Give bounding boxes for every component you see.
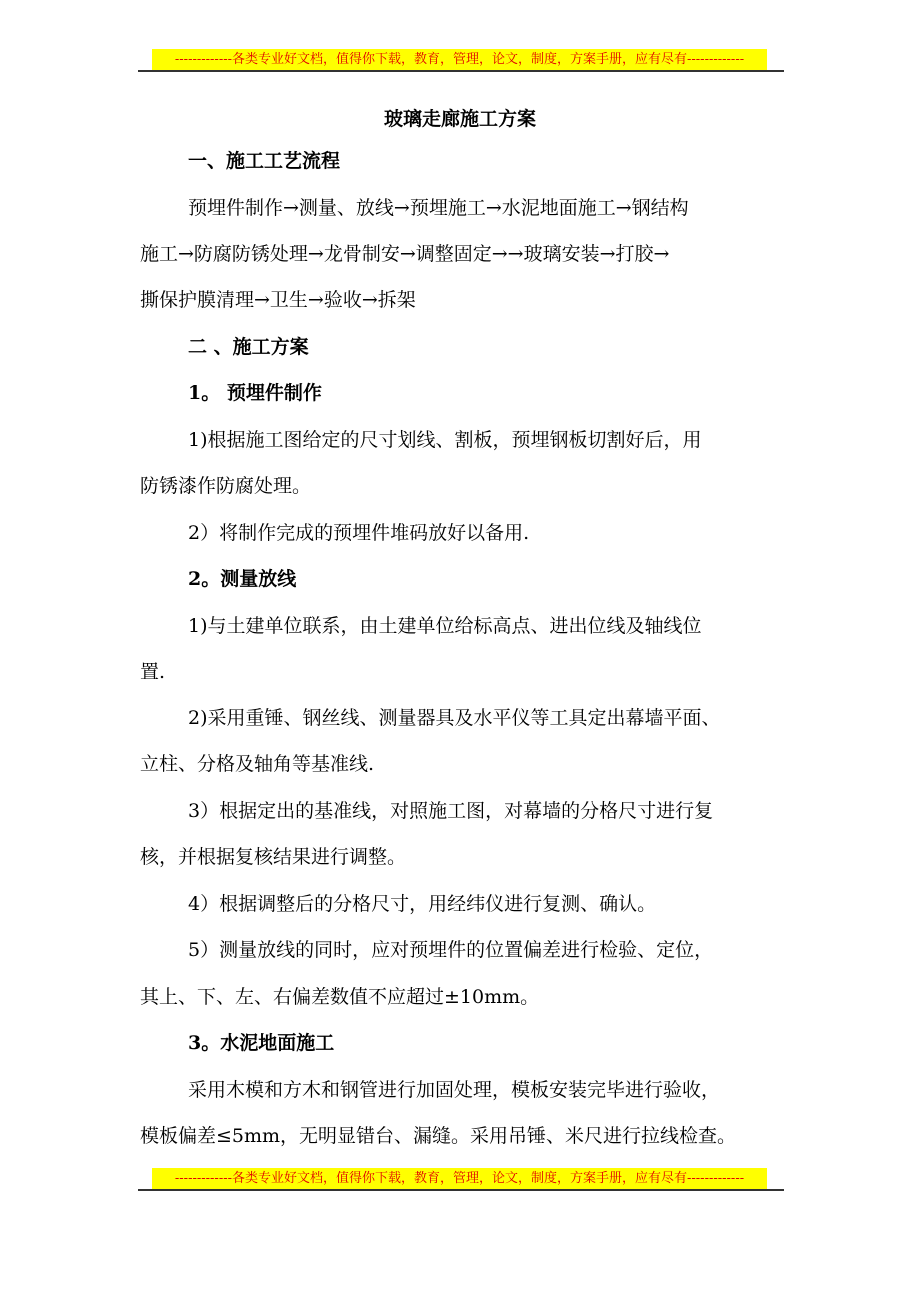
paragraph-line: 2)采用重锤、钢丝线、测量器具及水平仪等工具定出幕墙平面、 — [188, 707, 721, 729]
page-title: 玻璃走廊施工方案 — [383, 108, 536, 130]
paragraph-line: 防锈漆作防腐处理。 — [140, 475, 312, 497]
section-heading: 二 、施工方案 — [188, 336, 309, 358]
section-heading: 一、施工工艺流程 — [188, 150, 341, 172]
paragraph-line: 立柱、分格及轴角等基准线. — [140, 753, 375, 775]
paragraph-line: 其上、下、左、右偏差数值不应超过±10mm。 — [140, 986, 540, 1008]
footer-rule — [138, 1189, 784, 1191]
paragraph-line: 核，并根据复核结果进行调整。 — [140, 846, 407, 868]
paragraph-line: 4）根据调整后的分格尺寸，用经纬仪进行复测、确认。 — [188, 893, 657, 915]
paragraph-line: 3）根据定出的基准线，对照施工图，对幕墙的分格尺寸进行复 — [188, 800, 714, 822]
paragraph-line: 置. — [140, 661, 166, 683]
paragraph-line: 模板偏差≤5mm，无明显错台、漏缝。采用吊锤、米尺进行拉线检查。 — [140, 1125, 737, 1147]
paragraph-line: 采用木模和方木和钢管进行加固处理，模板安装完毕进行验收， — [188, 1079, 721, 1101]
paragraph-line: 施工→防腐防锈处理→龙骨制安→调整固定→→玻璃安装→打胶→ — [140, 243, 670, 265]
paragraph-line: 撕保护膜清理→卫生→验收→拆架 — [140, 289, 416, 311]
header-banner: -------------各类专业好文档，值得你下载，教育，管理，论文，制度，方案手册，应有尽有------------- — [152, 49, 767, 71]
paragraph-line: 2）将制作完成的预埋件堆码放好以备用. — [188, 522, 530, 544]
paragraph-line: 预埋件制作→测量、放线→预埋施工→水泥地面施工→钢结构 — [188, 197, 689, 219]
section-heading: 2。测量放线 — [188, 568, 297, 590]
section-heading: 1。 预埋件制作 — [188, 382, 322, 404]
paragraph-line: 5）测量放线的同时，应对预埋件的位置偏差进行检验、定位， — [188, 939, 714, 961]
paragraph-line: 1)根据施工图给定的尺寸划线、割板，预埋钢板切割好后，用 — [188, 429, 702, 451]
paragraph-line: 1)与土建单位联系，由土建单位给标高点、进出位线及轴线位 — [188, 615, 702, 637]
section-heading: 3。水泥地面施工 — [188, 1032, 335, 1054]
footer-banner: -------------各类专业好文档，值得你下载，教育，管理，论文，制度，方案手册，应有尽有------------- — [152, 1168, 767, 1190]
header-rule — [138, 70, 784, 72]
